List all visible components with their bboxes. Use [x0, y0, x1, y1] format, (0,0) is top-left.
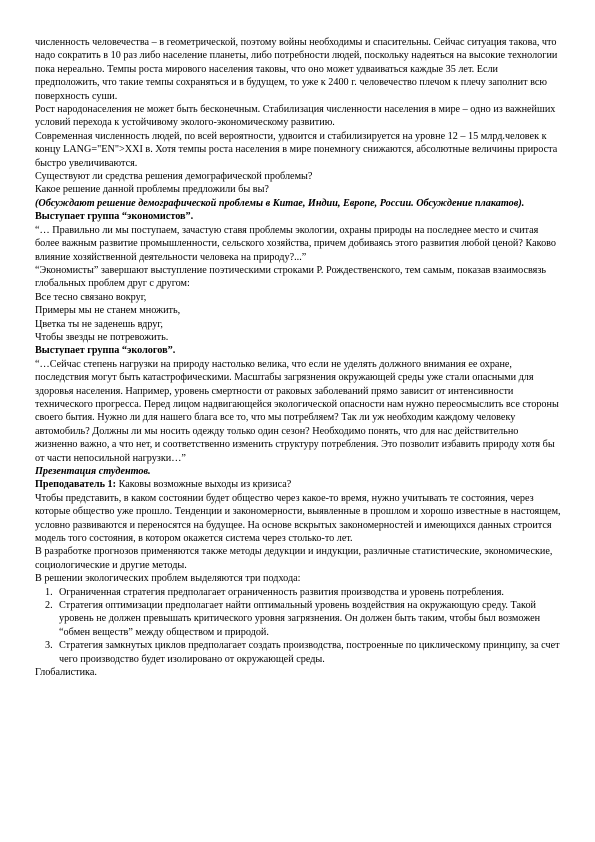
teacher-label: Преподаватель 1:: [35, 479, 117, 491]
list-item: [35, 586, 561, 599]
paragraph-methods: В разработке прогнозов применяются также методы дедукции и индукции, различные статистические, экономические, социологические и другие методы.: [35, 546, 553, 571]
discussion-note: (Обсуждают решение демографической проблемы в Китае, Индии, Европе, России. Обсуждение плакатов).: [35, 197, 525, 209]
heading-ecologists: Выступает группа “экологов”.: [35, 345, 176, 357]
list-number: 2.: [45, 600, 53, 612]
heading-economists: Выступает группа “экономистов”.: [35, 211, 194, 223]
paragraph-population-limit: Рост народонаселения не может быть бесконечным. Стабилизация численности населения в мире – одно из важнейших условий перехода к устойчивому эколого-экономическому развитию.: [35, 104, 556, 129]
poem-line: Цветка ты не заденешь вдруг,: [35, 318, 163, 330]
teacher-question: [35, 478, 561, 491]
approaches-list: [35, 586, 561, 666]
list-item: [35, 599, 561, 639]
ecologists-speech: “…Сейчас степень нагрузки на природу настолько велика, что если не уделять должного внимания ее охране, последствия могут быть катастрофическими. Масштабы загрязнения окружающей среды уже стали опасными для здоровья населения. Например, уровень смертности от раковых заболеваний прямо зависит от интенсивности технического прогресса. Перед лицом надвигающейся экологической опасности нам нужно переосмыслить все стороны своего бытия. Нужно ли для нашего блага все то, что мы потребляем? Так ли уж необходим каждому человеку автомобиль? Должны ли мы носить одежду только один сезон? Необходимо понять, что для нас действительно жизненно важно, а что нет, и соответственно изменить структуру потребления. Это позволит избавить природу хотя бы от части непосильной нагрузки…”: [35, 358, 559, 464]
poem-line: Чтобы звезды не потревожить.: [35, 331, 169, 343]
paragraph-approaches: В решении экологических проблем выделяются три подхода:: [35, 573, 301, 585]
paragraph-globalistics: Глобалистика.: [35, 667, 97, 679]
heading-student-presentation: Презентация студентов.: [35, 466, 151, 477]
paragraph-forecasting: Чтобы представить, в каком состоянии будет общество через какое-то время, нужно учитывать те состояния, через которые общество уже прошло. Тенденции и закономерности, выявленные в прошлом и хорошо известные в настоящем, условно развиваются и переносятся на будущее. На основе вскрытых закономерностей и имеющихся данных строится модель того состояния, в котором окажется система через столько-то лет.: [35, 492, 561, 545]
paragraph-population-forecast: Современная численность людей, по всей вероятности, удвоится и стабилизируется на уровне 12 – 15 млрд.человек к концу LANG="EN">XXI в. Хотя темпы роста населения в мире понемногу снижаются, абсолютные величины прироста быстро увеличиваются.: [35, 130, 558, 169]
question-your-solution: Какое решение данной проблемы предложили бы вы?: [35, 184, 269, 196]
document-page: [35, 36, 561, 680]
list-number: 1.: [45, 586, 53, 598]
list-number: 3.: [45, 640, 53, 652]
question-solutions: Существуют ли средства решения демографической проблемы?: [35, 171, 313, 183]
poem-line: Примеры мы не станем множить,: [35, 305, 181, 317]
list-item-text: Стратегия оптимизации предполагает найти оптимальный уровень воздействия на окружающую среду. Такой уровень не должен превышать критического уровня загрязнения. Он должен быть таким, чтобы был возможен “обмен веществ” между обществом и природой.: [59, 600, 541, 638]
economists-speech: “… Правильно ли мы поступаем, зачастую ставя проблемы экологии, охраны природы на последнее место и считая более важным развитие промышленности, сельского хозяйства, причем добиваясь этого развития любой ценой? Каково влияние хозяйственной деятельности человека на природу?...”: [35, 224, 556, 263]
teacher-question-text: Каковы возможные выходы из кризиса?: [116, 479, 292, 491]
list-item: [35, 639, 561, 666]
list-item-text: Ограниченная стратегия предполагает ограниченность развития производства и уровень потребления.: [59, 586, 504, 598]
poem-line: Все тесно связано вокруг,: [35, 291, 147, 303]
list-item-text: Стратегия замкнутых циклов предполагает создать производства, построенные по циклическому принципу, за счет чего производство будет изолировано от окружающей среды.: [59, 640, 560, 665]
paragraph-population-growth: численность человечества – в геометрической, поэтому войны необходимы и спасительны. Сейчас ситуация такова, что надо сократить в 10 раз либо население планеты, либо потребности людей, поскольку надеяться на высокие технологии пока нереально. Темпы роста мирового населения таковы, что оно может удваиваться каждые 35 лет. Если предположить, что такие темпы сохраняться и в будущем, то уже к 2400 г. человечество плечом к плечу заполнит всю поверхность суши.: [35, 37, 558, 102]
economists-conclusion: “Экономисты” завершают выступление поэтическими строками Р. Рождественского, тем самым, показав взаимосвязь глобальных проблем друг с другом:: [35, 264, 547, 290]
